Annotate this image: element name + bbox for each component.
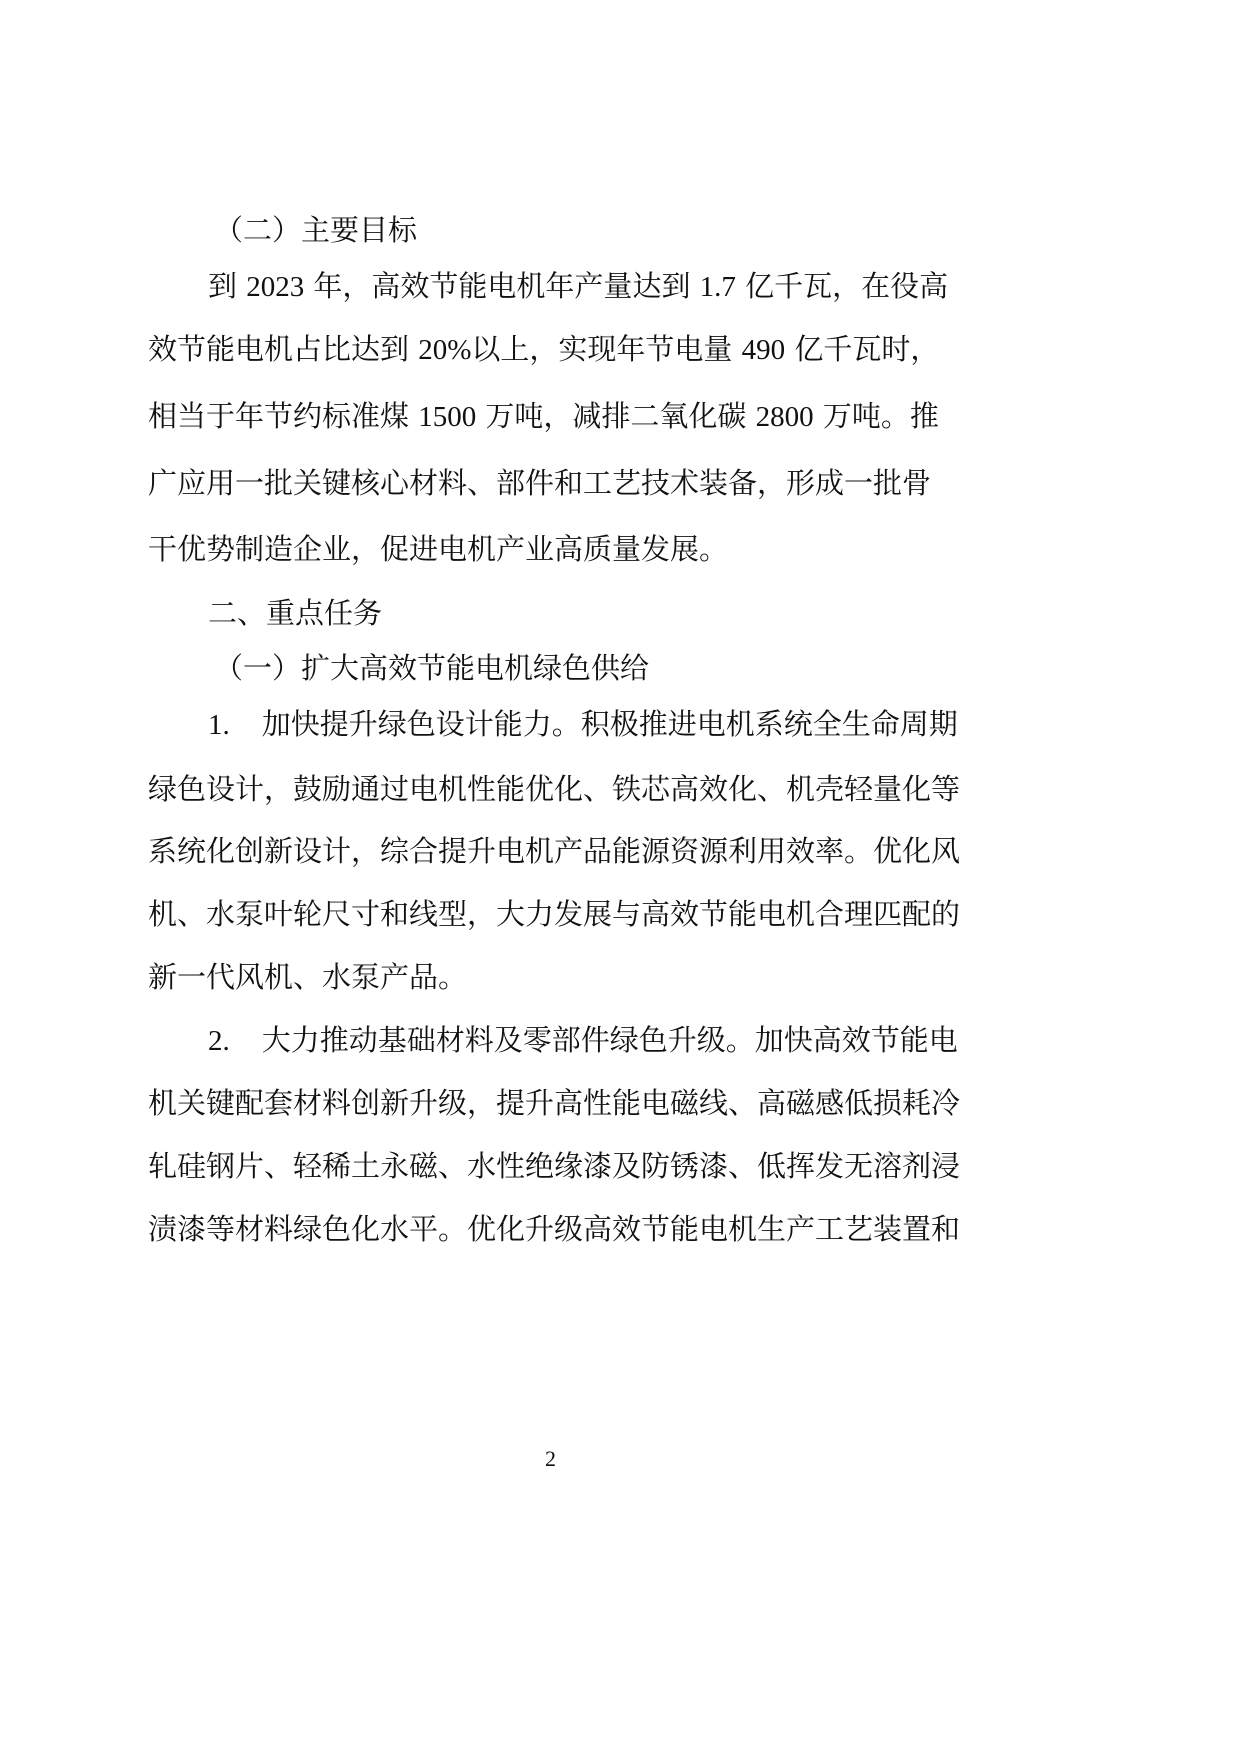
paragraph-line: 新一代风机、水泵产品。 [148, 960, 468, 994]
paragraph-line: 广应用一批关键核心材料、部件和工艺技术装备，形成一批骨 [148, 466, 932, 500]
paragraph-line: 机关键配套材料创新升级，提升高性能电磁线、高磁感低损耗冷 [148, 1086, 961, 1120]
page-number: 2 [545, 1446, 556, 1471]
list-item-number: 1. [208, 709, 230, 741]
paragraph-line: 系统化创新设计，综合提升电机产品能源资源利用效率。优化风 [148, 834, 961, 868]
paragraph-line: 效节能电机占比达到 20%以上，实现年节电量 490 亿千瓦时， [148, 332, 940, 366]
paragraph-line: 到 2023 年，高效节能电机年产量达到 1.7 亿千瓦，在役高 [208, 269, 949, 303]
paragraph-line: 相当于年节约标准煤 1500 万吨，减排二氧化碳 2800 万吨。推 [148, 399, 939, 433]
paragraph-line: 干优势制造企业，促进电机产业高质量发展。 [148, 532, 729, 566]
list-item-first-line: 2. 大力推动基础材料及零部件绿色升级。加快高效节能电 [208, 1023, 958, 1057]
paragraph-line: 渍漆等材料绿色化水平。优化升级高效节能电机生产工艺装置和 [148, 1212, 961, 1246]
list-item-number: 2. [208, 1025, 230, 1057]
subsection-heading: （一）扩大高效节能电机绿色供给 [214, 651, 650, 685]
paragraph-line: 绿色设计，鼓励通过电机性能优化、铁芯高效化、机壳轻量化等 [148, 772, 961, 806]
section-heading-key-tasks: 二、重点任务 [208, 596, 383, 630]
section-heading-main-goals: （二）主要目标 [214, 213, 418, 247]
list-item-first-line: 1. 加快提升绿色设计能力。积极推进电机系统全生命周期 [208, 707, 958, 741]
paragraph-line: 轧硅钢片、轻稀土永磁、水性绝缘漆及防锈漆、低挥发无溶剂浸 [148, 1149, 961, 1183]
paragraph-line: 机、水泵叶轮尺寸和线型，大力发展与高效节能电机合理匹配的 [148, 897, 961, 931]
